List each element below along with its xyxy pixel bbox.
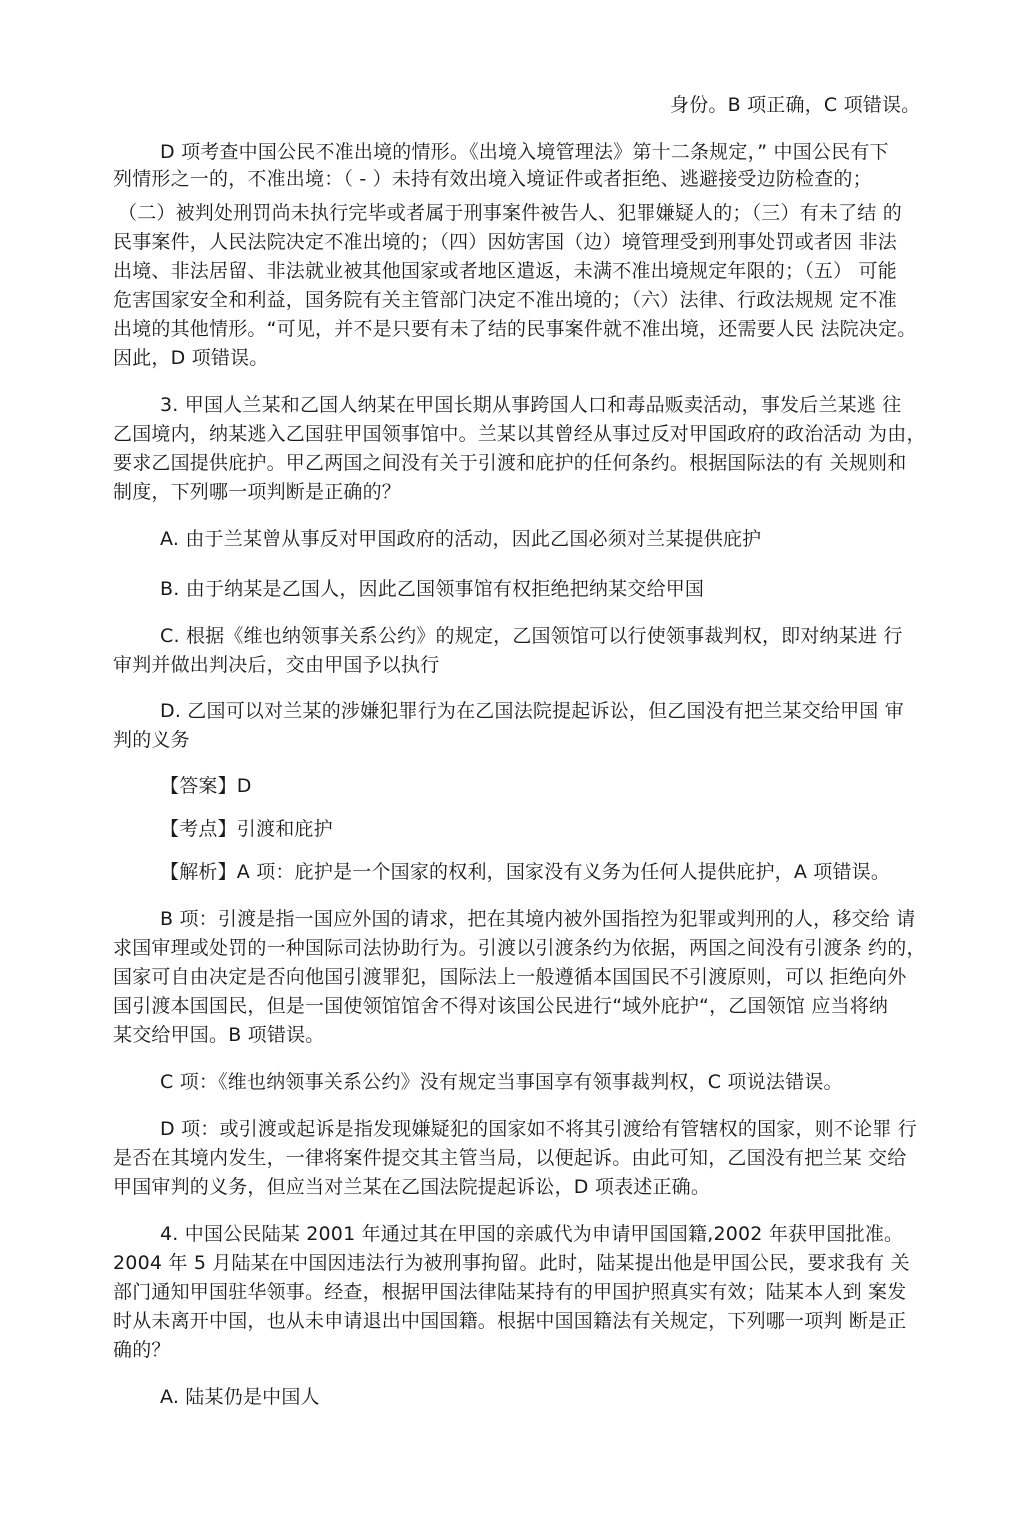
answer-line: 【答案】D <box>160 775 252 797</box>
option-b: B. 由于纳某是乙国人，因此乙国领事馆有权拒绝把纳某交给甲国 <box>160 578 705 600</box>
option-c-line-1: C. 根据《维也纳领事关系公约》的规定，乙国领馆可以行使领事裁判权，即对纳某进 行 <box>160 625 903 647</box>
question-4-option-a: A. 陆某仍是中国人 <box>160 1386 320 1408</box>
option-d-line-1: D. 乙国可以对兰某的涉嫌犯罪行为在乙国法院提起诉讼，但乙国没有把兰某交给甲国 审 <box>160 700 904 722</box>
analysis-d-line-1: D 项：或引渡或起诉是指发现嫌疑犯的国家如不将其引渡给有管辖权的国家，则不论罪 行 <box>160 1118 917 1140</box>
question-4-line-3: 部门通知甲国驻华领事。经查，根据甲国法律陆某持有的甲国护照真实有效；陆某本人到 案发 <box>113 1281 907 1303</box>
text-line-01: 身份。B 项正确，C 项错误。 <box>670 94 921 116</box>
analysis-b-line-3: 国家可自由决定是否向他国引渡罪犯，国际法上一般遵循本国国民不引渡原则，可以 拒绝向外 <box>113 966 907 988</box>
option-a: A. 由于兰某曾从事反对甲国政府的活动，因此乙国必须对兰某提供庇护 <box>160 528 762 550</box>
text-line-09: 因此，D 项错误。 <box>113 347 269 369</box>
question-4-line-2: 2004 年 5 月陆某在中国因违法行为被刑事拘留。此时，陆某提出他是甲国公民，要求我有 关 <box>113 1252 910 1274</box>
analysis-d-line-3: 甲国审判的义务，但应当对兰某在乙国法院提起诉讼，D 项表述正确。 <box>113 1176 711 1198</box>
question-4-line-4: 时从未离开中国，也从未申请退出中国国籍。根据中国国籍法有关规定，下列哪一项判 断是正 <box>113 1310 907 1332</box>
option-c-line-2: 审判并做出判决后，交由甲国予以执行 <box>113 654 440 676</box>
analysis-b-line-2: 求国审理或处罚的一种国际司法协助行为。引渡以引渡条约为依据，两国之间没有引渡条 约的， <box>113 937 926 959</box>
analysis-d-line-2: 是否在其境内发生，一律将案件提交其主管当局，以便起诉。由此可知，乙国没有把兰某 交给 <box>113 1147 907 1169</box>
text-line-06: 出境、非法居留、非法就业被其他国家或者地区遣返，未满不准出境规定年限的；（五） 可能 <box>113 260 897 282</box>
option-d-line-2: 判的义务 <box>113 729 190 751</box>
text-line-02: D 项考查中国公民不准出境的情形。《出境入境管理法》第十二条规定，” 中国公民有下 <box>160 141 889 163</box>
text-line-08: 出境的其他情形。“可见，并不是只要有未了结的民事案件就不准出境，还需要人民 法院决定。 <box>113 318 917 340</box>
text-line-03: 列情形之一的，不准出境：（ - ）未持有效出境入境证件或者拒绝、逃避接受边防检查的； <box>113 168 872 190</box>
text-line-04: （二）被判处刑罚尚未执行完毕或者属于刑事案件被告人、犯罪嫌疑人的；（三）有未了结 的 <box>118 202 902 224</box>
text-line-05: 民事案件，人民法院决定不准出境的；（四）因妨害国（边）境管理受到刑事处罚或者因 非法 <box>113 231 897 253</box>
question-3-line-1: 3. 甲国人兰某和乙国人纳某在甲国长期从事跨国人口和毒品贩卖活动，事发后兰某逃 往 <box>160 394 902 416</box>
question-3-line-3: 要求乙国提供庇护。甲乙两国之间没有关于引渡和庇护的任何条约。根据国际法的有 关规则和 <box>113 452 907 474</box>
question-4-line-1: 4. 中国公民陆某 2001 年通过其在甲国的亲戚代为申请甲国国籍,2002 年获甲国批准。 <box>160 1223 904 1245</box>
analysis-line: 【解析】A 项：庇护是一个国家的权利，国家没有义务为任何人提供庇护，A 项错误。 <box>160 861 891 883</box>
topic-line: 【考点】引渡和庇护 <box>160 818 333 840</box>
analysis-b-line-5: 某交给甲国。B 项错误。 <box>113 1024 325 1046</box>
analysis-b-line-1: B 项：引渡是指一国应外国的请求，把在其境内被外国指控为犯罪或判刑的人，移交给 请 <box>160 908 916 930</box>
question-3-line-4: 制度，下列哪一项判断是正确的？ <box>113 481 402 503</box>
analysis-c-line: C 项：《维也纳领事关系公约》没有规定当事国享有领事裁判权，C 项说法错误。 <box>160 1071 843 1093</box>
text-line-07: 危害国家安全和利益，国务院有关主管部门决定不准出境的；（六）法律、行政法规规 定不准 <box>113 289 897 311</box>
analysis-b-line-4: 国引渡本国国民，但是一国使领馆馆舍不得对该国公民进行“域外庇护“，乙国领馆 应当将纳 <box>113 995 889 1017</box>
question-4-line-5: 确的？ <box>113 1339 171 1361</box>
question-3-line-2: 乙国境内，纳某逃入乙国驻甲国领事馆中。兰某以其曾经从事过反对甲国政府的政治活动 为由， <box>113 423 926 445</box>
